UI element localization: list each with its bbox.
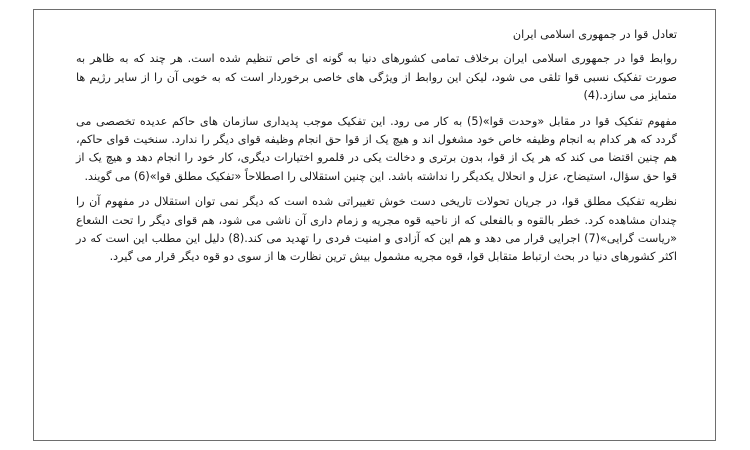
document-body <box>76 26 677 274</box>
document-title: تعادل قوا در جمهوری اسلامی ایران <box>512 28 677 41</box>
paragraph-3: نظریه تفکیک مطلق قوا، در جریان تحولات تاریخی دست خوش تغییراتی شده است که دیگر نمی توان استقلال در مفهوم آن را چندان مشاهده کرد. خطر بالقوه و بالفعلی که از ناحیه قوه مجریه و زمام داری آن ناشی می شود، هم قوای دیگر را تحت الشعاع «ریاست گرایی»(7) اجرایی قرار می دهد و هم این که آزادی و امنیت فردی را تهدید می کند.(8) دلیل این مطلب این است که در اکثر کشورهای دنیا در بحث ارتباط متقابل قوا، قوه مجریه مشمول بیش ترین نظارت ها از سوی دو قوه دیگر قرار می گیرد. <box>76 195 677 264</box>
paragraph-1: روابط قوا در جمهوری اسلامی ایران برخلاف تمامی کشورهای دنیا به گونه ای خاص تنظیم شده است. هر چند که به ظاهر به صورت تفکیک نسبی قوا تلقی می شود، لیکن این روابط از ویژگی های خاصی برخوردار است که به خوبی آن را از سایر رژیم ها متمایز می سازد.(4) <box>76 52 677 103</box>
paragraph-2: مفهوم تفکیک قوا در مقابل «وحدت قوا»(5) به کار می رود. این تفکیک موجب پدیداری سازمان های حاکم عدیده تخصصی می گردد که هر کدام به انجام وظیفه خاص خود مشغول اند و هیچ یک از قوا حق انجام وظیفه قوای دیگر را ندارد. سنخیت قوای حاکم، هم چنین اقتضا می کند که هر یک از قوا، بدون برتری و دخالت یکی در قلمرو اختیارات دیگری، کار خود را انجام دهد و هیچ یک از قوا حق سؤال، استیضاح، عزل و انحلال یکدیگر را نداشته باشد. این چنین استقلالی را اصطلاحاً «تفکیک مطلق قوا»(6) می گویند. <box>76 114 677 183</box>
